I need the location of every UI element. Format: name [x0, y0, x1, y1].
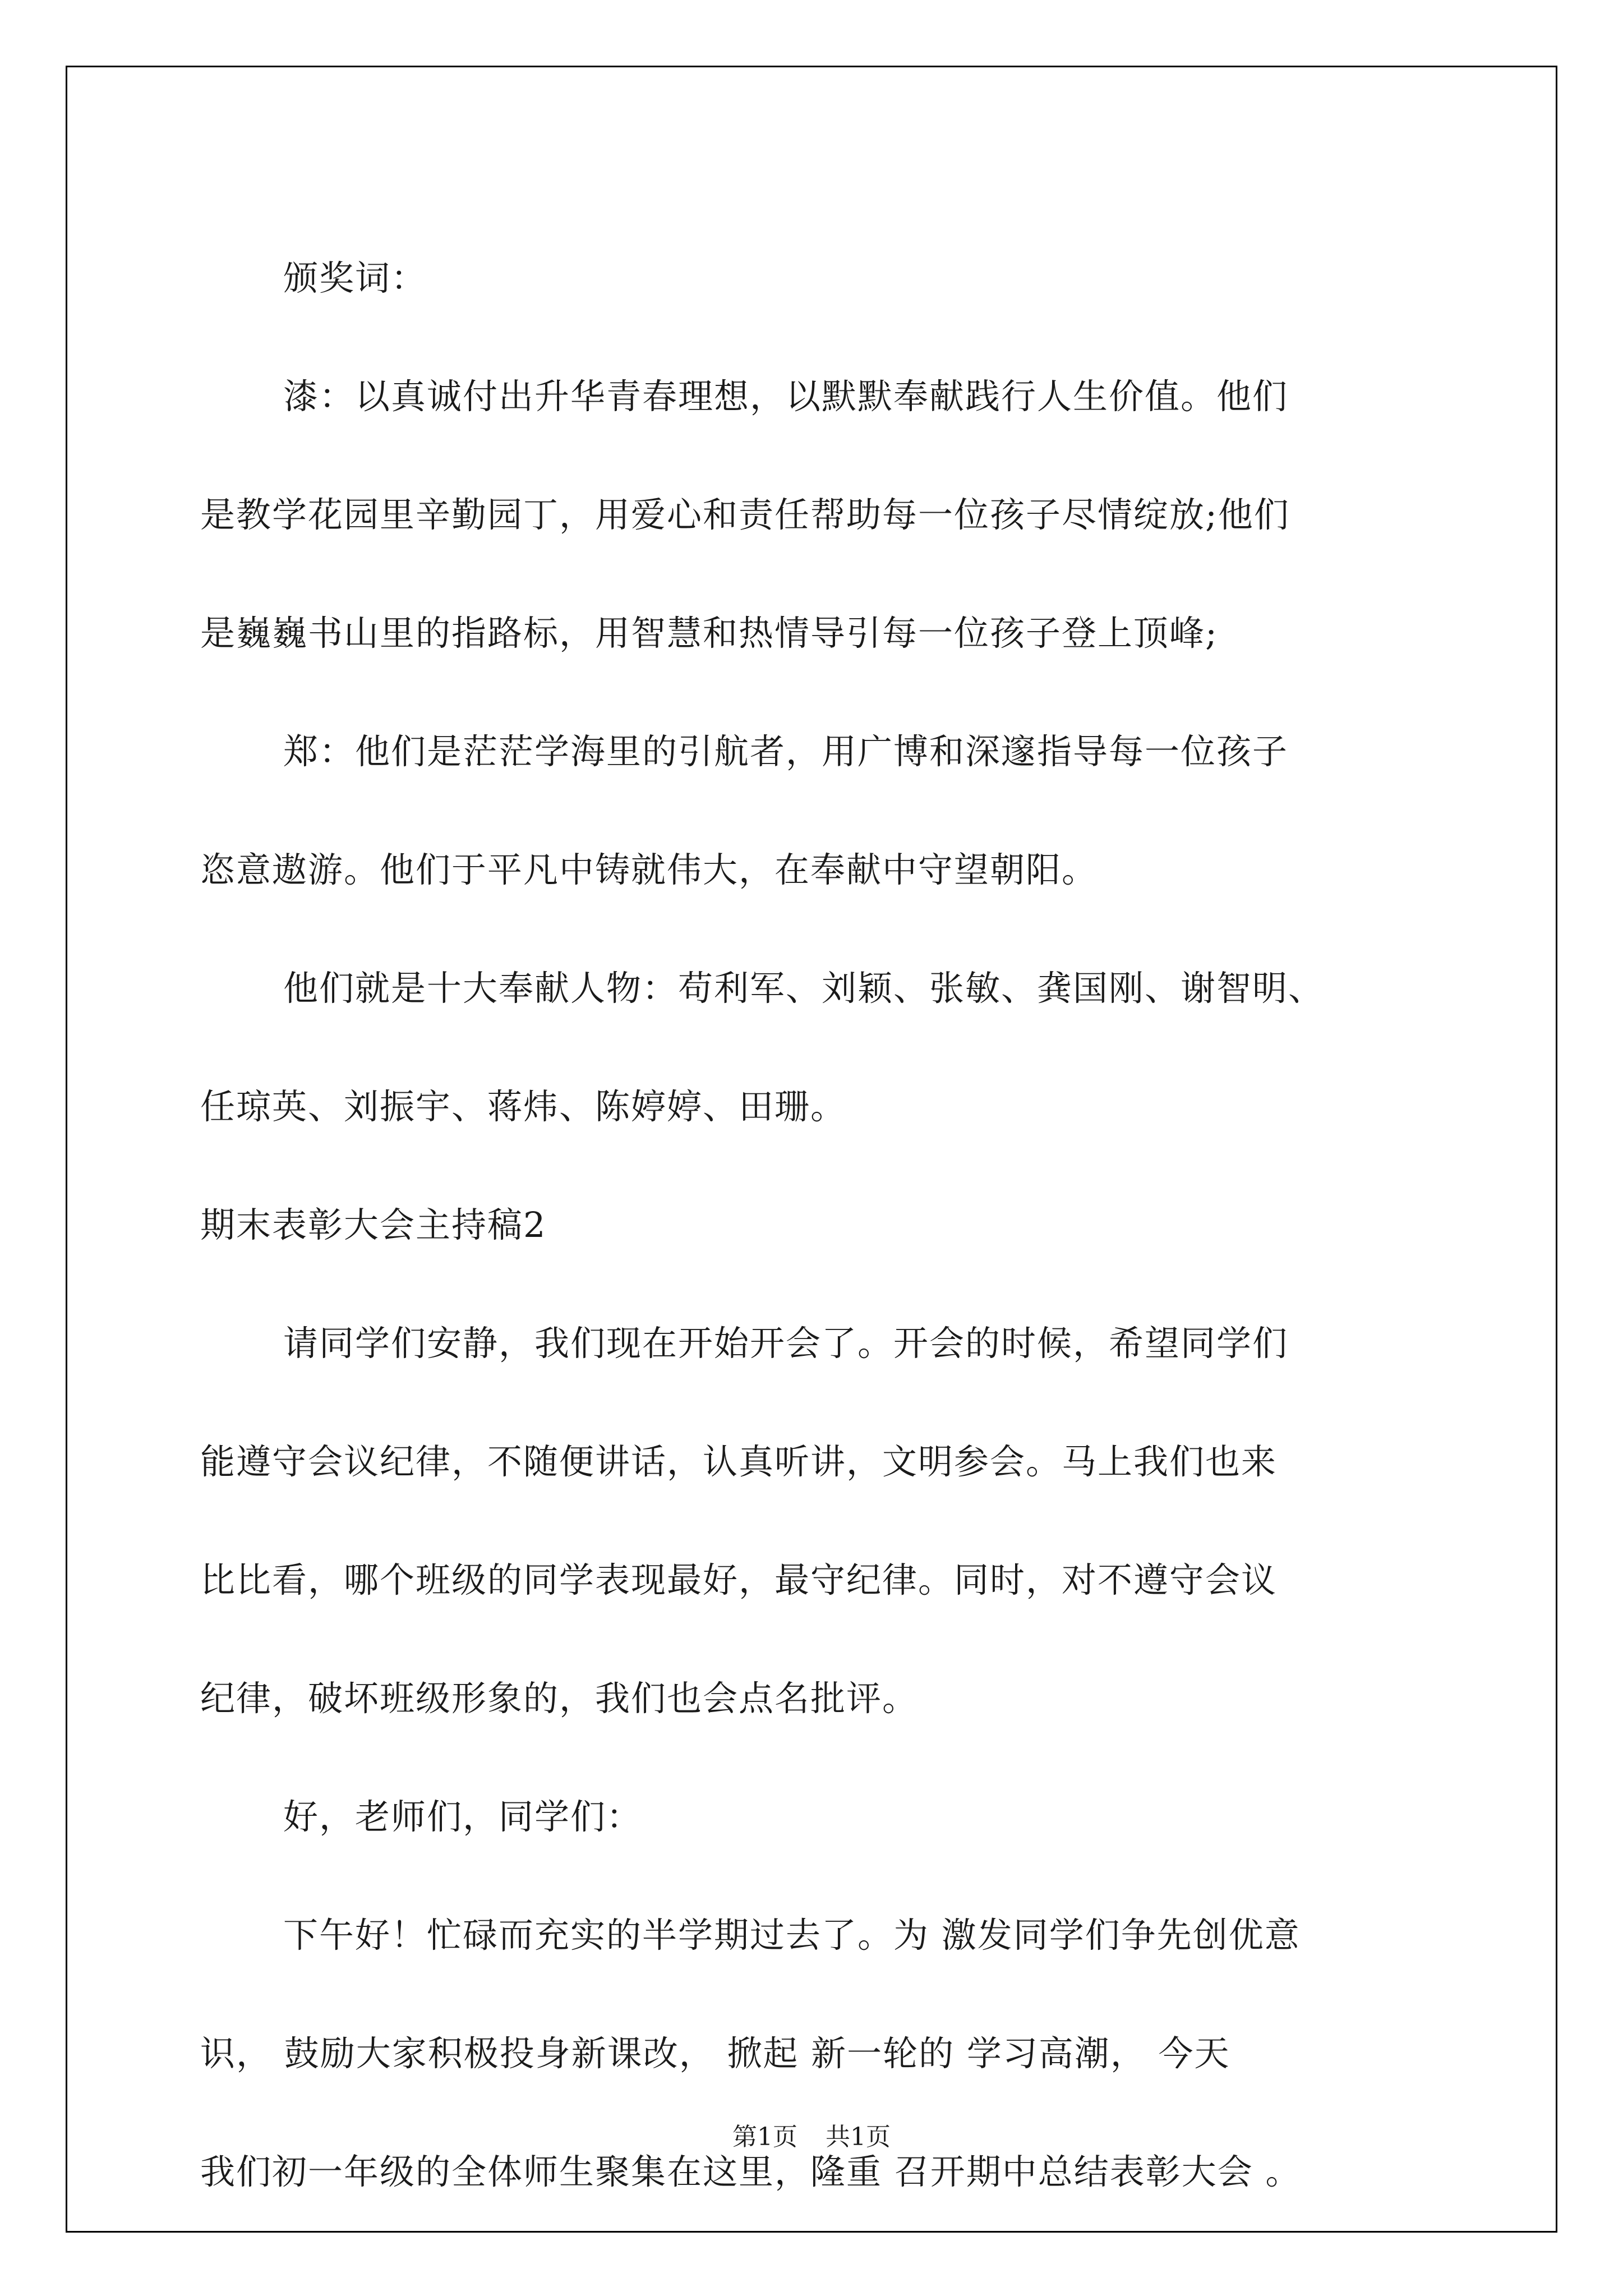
paragraph-line: 任琼英、刘振宇、蒋炜、陈婷婷、田珊。 [200, 1086, 847, 1127]
paragraph-line: 恣意遨游。他们于平凡中铸就伟大，在奉献中守望朝阳。 [200, 849, 1098, 890]
paragraph-line: 识， 鼓励大家积极投身新课改， 掀起 新一轮的 学习高潮， 今天 [200, 2033, 1230, 2074]
paragraph-line: 漆：以真诚付出升华青春理想，以默默奉献践行人生价值。他们 [283, 376, 1289, 417]
paragraph-line: 比比看，哪个班级的同学表现最好，最守纪律。同时，对不遵守会议 [200, 1559, 1278, 1600]
paragraph-line: 郑：他们是茫茫学海里的引航者，用广博和深邃指导每一位孩子 [283, 731, 1289, 772]
paragraph-line: 是巍巍书山里的指路标，用智慧和热情导引每一位孩子登上顶峰; [200, 613, 1218, 654]
paragraph-award-speech-title: 颁奖词： [283, 257, 427, 298]
section-heading: 期末表彰大会主持稿2 [200, 1204, 547, 1245]
paragraph-line: 能遵守会议纪律，不随便讲话，认真听讲，文明参会。马上我们也来 [200, 1441, 1278, 1482]
paragraph-line: 请同学们安静，我们现在开始开会了。开会的时候，希望同学们 [283, 1323, 1289, 1364]
document-body [200, 219, 1434, 2231]
paragraph-line: 他们就是十大奉献人物：苟利军、刘颖、张敏、龚国刚、谢智明、 [283, 968, 1325, 1009]
page-footer [0, 2120, 1623, 2154]
paragraph-line: 下午好！忙碌而充实的半学期过去了。为 激发同学们争先创优意 [283, 1915, 1301, 1955]
paragraph-line: 我们初一年级的全体师生聚集在这里，隆重 召开期中总结表彰大会 。 [200, 2151, 1302, 2192]
paragraph-line: 纪律，破坏班级形象的，我们也会点名批评。 [200, 1678, 919, 1719]
paragraph-line: 好，老师们，同学们： [283, 1796, 643, 1837]
page-total: 共1页 [826, 2123, 891, 2151]
page-number: 第1页 [732, 2123, 797, 2151]
paragraph-line: 是教学花园里辛勤园丁，用爱心和责任帮助每一位孩子尽情绽放;他们 [200, 494, 1290, 535]
